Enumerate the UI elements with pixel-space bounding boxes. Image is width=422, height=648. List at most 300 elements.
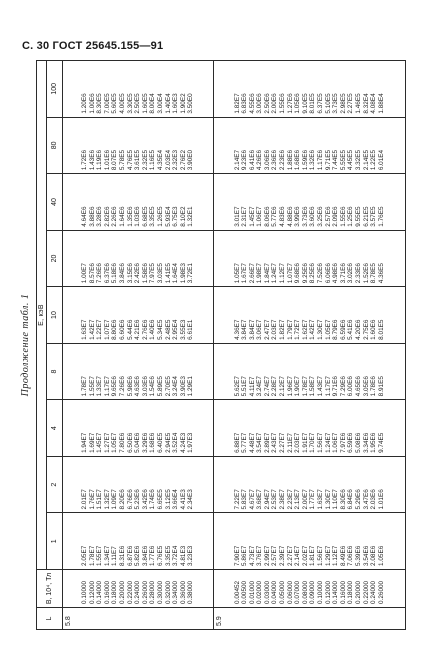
table-cell-value: 4.45E5 — [347, 149, 355, 171]
col-header-B: B, 10⁴, Тл — [37, 570, 63, 608]
table-cell-value: 4.08E4 — [370, 93, 378, 114]
table-cell-value: 0.14000 — [332, 580, 340, 604]
table-cell-value: 2.14E7 — [294, 545, 302, 566]
table-cell-value: 1.16E5 — [149, 149, 157, 171]
table-cell-value: 5.23E6 — [134, 489, 142, 510]
table-cell-value: 0.24000 — [134, 580, 142, 604]
table-cell-value: 0.22000 — [362, 580, 370, 604]
table-cell-value: 4.26E6 — [256, 149, 264, 171]
table-cell-value: 2.76E6 — [141, 319, 149, 340]
energy-value: 10 — [47, 287, 63, 344]
table-cell-value: 3.73E6 — [301, 206, 309, 227]
table-cell-value: 0.05000 — [279, 580, 287, 604]
table-cell-value: 0.10000 — [81, 580, 88, 604]
table-cell-value: 2.01E7 — [81, 489, 88, 510]
table-cell-value: 6.87E6 — [126, 545, 134, 566]
table-cell-value: 2.03E4 — [164, 149, 172, 171]
table-cell-value: 2.53E7 — [271, 489, 279, 510]
table-cell-value: 2.27E5 — [347, 93, 355, 114]
table-cell-value: 2.36E6 — [271, 149, 279, 171]
table-cell-value: 0.08000 — [301, 580, 309, 604]
table-cell-value: 2.42E6 — [134, 263, 142, 284]
table-cell-value: 1.90E7 — [294, 376, 302, 397]
table-cell-value: 1.98E3 — [179, 263, 187, 284]
table-cell-value: 1.30E7 — [324, 489, 332, 510]
table-cell-value: 4.81E3 — [179, 545, 187, 566]
table-cell-value: 6.59E6 — [339, 319, 347, 340]
table-cell-value: 3.66E4 — [172, 489, 180, 510]
table-cell-value: 6.65E5 — [156, 489, 164, 510]
table-cell-value: 1.68E6 — [294, 149, 302, 171]
table-cell-value: 3.32E5 — [355, 149, 363, 171]
table-cell-value: 3.01E7 — [233, 206, 241, 227]
table-cell-value: 1.32E1 — [187, 206, 195, 227]
table-cell-value: 1.59E6 — [301, 149, 309, 171]
table-cell-value: 2.76E2 — [179, 149, 187, 171]
table-block-L58 — [63, 61, 214, 630]
table-cell-value: 2.70E5 — [164, 376, 172, 397]
table-cell-value: 1.12E7 — [279, 263, 287, 284]
table-cell-value: 0.04000 — [271, 580, 279, 604]
flux-column — [63, 174, 214, 231]
table-cell-value: 4.24E3 — [179, 432, 187, 453]
rotated-table-area — [20, 60, 410, 630]
table-cell-value: 3.73E5 — [332, 93, 340, 114]
table-cell-value: 3.35E5 — [149, 206, 157, 227]
table-cell-value: 5.78E5 — [118, 149, 126, 171]
table-cell-value: 1.60E6 — [370, 319, 378, 340]
table-cell-value: 5.04E6 — [134, 432, 142, 453]
table-cell-value: 8.25E6 — [309, 263, 317, 284]
table-cell-value: 8.31E6 — [118, 545, 126, 566]
table-cell-value: 0.01000 — [248, 580, 256, 604]
table-cell-value: 9.71E6 — [332, 376, 340, 397]
L-value: 5.9 — [213, 608, 405, 630]
table-cell-value: 6.76E5 — [156, 545, 164, 566]
table-cell-value: 1.11E7 — [111, 546, 119, 566]
table-cell-value: 0.30000 — [156, 580, 164, 604]
table-cell-value: 1.58E7 — [309, 376, 317, 397]
table-cell-value: 4.98E6 — [332, 263, 340, 284]
table-cell-value: 1.10E7 — [332, 489, 340, 510]
table-cell-value: 3.57E5 — [370, 206, 378, 227]
table-cell-value: 4.73E7 — [248, 545, 256, 566]
table-cell-value: 8.91E5 — [377, 376, 385, 397]
table-cell-value: 5.41E6 — [347, 319, 355, 340]
table-cell-value: 1.25E6 — [347, 206, 355, 227]
flux-column — [63, 343, 214, 400]
table-cell-value: 1.29E1 — [187, 376, 195, 397]
table-cell-value: 8.06E6 — [263, 206, 271, 227]
table-cell-value: 6.84E6 — [347, 489, 355, 510]
table-cell-value: 2.75E6 — [362, 319, 370, 340]
table-cell-value: 1.77E6 — [149, 545, 157, 566]
flux-column — [63, 61, 214, 118]
table-cell-value: 5.55E5 — [339, 149, 347, 171]
table-cell-value: 0.20000 — [355, 580, 363, 604]
page-header: С. 30 ГОСТ 25645.155—91 — [22, 40, 164, 52]
table-cell-value: 8.80E6 — [111, 319, 119, 340]
table-cell-value: 4.36E5 — [377, 263, 385, 284]
table-cell-value: 1.94E7 — [81, 432, 88, 453]
table-cell-value: 1.64E4 — [172, 263, 180, 284]
table-cell-value: 2.57E6 — [324, 206, 332, 227]
table-cell-value: 5.89E5 — [156, 376, 164, 397]
table-cell-value: 7.26E6 — [96, 263, 104, 284]
table-cell-value: 7.29E6 — [339, 376, 347, 397]
energy-values-row — [47, 61, 63, 630]
table-cell-value: 2.27E7 — [279, 432, 287, 453]
table-cell-value: 5.82E6 — [134, 545, 142, 566]
table-cell-value: 2.00E7 — [301, 489, 309, 510]
table-cell-value: 3.00E4 — [156, 93, 164, 114]
table-cell-value: 4.36E7 — [233, 319, 241, 340]
table-cell-value: 5.77E6 — [271, 206, 279, 227]
table-cell-value: 2.47E7 — [263, 319, 271, 340]
table-cell-value: 6.60E6 — [118, 319, 126, 340]
table-cell-value: 1.32E7 — [103, 489, 111, 510]
table-cell-value: 3.84E6 — [118, 263, 126, 284]
table-cell-value: 0.10000 — [317, 580, 325, 604]
table-cell-value: 5.08E6 — [355, 432, 363, 453]
table-cell-value: 2.09E6 — [332, 206, 340, 227]
table-cell-value: 0.12000 — [324, 580, 332, 604]
table-cell-value: 3.25E6 — [317, 206, 325, 227]
table-cell-value: 9.25E6 — [301, 263, 309, 284]
table-cell-value: 2.89E7 — [263, 432, 271, 453]
table-cell-value: 5.39E6 — [355, 545, 363, 566]
table-cell-value: 8.30E6 — [339, 489, 347, 510]
table-cell-value: 5.98E6 — [126, 376, 134, 397]
table-cell-value: 1.42E7 — [309, 319, 317, 340]
table-cell-value: 4.63E6 — [134, 376, 142, 397]
table-cell-value: 1.05E6 — [377, 545, 385, 566]
table-cell-value: 2.02E7 — [301, 545, 309, 566]
table-cell-value: 6.37E6 — [103, 263, 111, 284]
table-cell-value: 7.80E6 — [118, 432, 126, 453]
table-cell-value: 6.01E4 — [377, 149, 385, 171]
table-cell-value: 2.94E7 — [263, 489, 271, 510]
table-cell-value: 2.03E7 — [271, 319, 279, 340]
energy-value: 20 — [47, 230, 63, 287]
table-cell-value: 1.07E7 — [286, 263, 294, 284]
B-column — [213, 570, 405, 608]
table-cell-value: 1.56E7 — [317, 545, 325, 566]
table-cell-value: 0.06000 — [286, 580, 294, 604]
table-cell-value: 3.24E4 — [172, 376, 180, 397]
table-cell-value: 3.03E5 — [156, 263, 164, 284]
table-cell-value: 0.12000 — [88, 580, 96, 604]
table-cell-value: 1.09E7 — [111, 489, 119, 510]
table-cell-value: 2.34E3 — [187, 489, 195, 510]
table-cell-value: 2.28E7 — [271, 376, 279, 397]
table-cell-value: 2.66E7 — [248, 263, 256, 284]
table-cell-value: 1.58E6 — [141, 263, 149, 284]
L-value: 5.8 — [63, 608, 214, 630]
table-cell-value: 1.96E7 — [286, 376, 294, 397]
table-cell-value: 3.84E7 — [248, 319, 256, 340]
table-cell-value: 1.91E7 — [301, 432, 309, 453]
table-cell-value: 0.32000 — [164, 580, 172, 604]
table-cell-value: 7.90E7 — [233, 545, 241, 566]
data-table — [36, 60, 406, 630]
table-cell-value: 5.62E7 — [233, 376, 241, 397]
table-cell-value: 4.48E7 — [248, 432, 256, 453]
table-cell-value: 4.83E6 — [279, 206, 287, 227]
table-cell-value: 4.00E5 — [118, 93, 126, 114]
table-cell-value: 1.17E7 — [324, 376, 332, 397]
table-cell-value: 2.32E5 — [141, 149, 149, 171]
table-cell-value: 3.90E3 — [179, 376, 187, 397]
table-cell-value: 2.23E7 — [286, 489, 294, 510]
table-cell-value: 5.51E7 — [241, 376, 249, 397]
table-cell-value: 1.82E7 — [233, 93, 241, 114]
table-cell-value: 3.72E4 — [172, 545, 180, 566]
table-cell-value: 2.38E7 — [279, 489, 287, 510]
flux-column — [213, 230, 405, 287]
table-cell-value: 1.52E6 — [362, 263, 370, 284]
table-cell-value: 3.50E0 — [187, 93, 195, 114]
flux-column — [213, 174, 405, 231]
table-cell-value: 0.07000 — [294, 580, 302, 604]
table-cell-value: 3.23E3 — [187, 545, 195, 566]
table-cell-value: 1.78E7 — [88, 545, 96, 566]
table-cell-value: 1.46E5 — [355, 93, 363, 114]
table-cell-value: 6.76E6 — [126, 489, 134, 510]
table-cell-value: 5.29E6 — [355, 489, 363, 510]
table-cell-value: 4.64E6 — [81, 206, 88, 227]
table-cell-value: 9.10E5 — [301, 93, 309, 114]
table-cell-value: 1.55E6 — [279, 93, 287, 114]
table-cell-value: 7.26E6 — [118, 376, 126, 397]
table-cell-value: 3.05E6 — [362, 376, 370, 397]
table-cell-value: 0.36000 — [179, 580, 187, 604]
table-cell-value: 3.88E6 — [88, 206, 96, 227]
table-cell-value: 2.14E7 — [233, 149, 241, 171]
table-cell-value: 2.98E5 — [339, 93, 347, 114]
table-cell-value: 2.74E7 — [263, 376, 271, 397]
table-cell-value: 6.75E3 — [172, 206, 180, 227]
col-header-energy: E, кэВ — [37, 61, 47, 570]
table-cell-value: 5.60E5 — [111, 93, 119, 114]
table-cell-value: 3.02E6 — [347, 263, 355, 284]
flux-column — [213, 456, 405, 513]
table-cell-value: 1.68E6 — [149, 432, 157, 453]
flux-column — [63, 287, 214, 344]
table-cell-value: 0.16000 — [103, 580, 111, 604]
flux-column — [63, 400, 214, 457]
table-cell-value: 4.41E3 — [179, 489, 187, 510]
table-cell-value: 7.22E7 — [233, 489, 241, 510]
table-cell-value: 2.82E6 — [103, 206, 111, 227]
table-cell-value: 1.74E6 — [149, 489, 157, 510]
table-cell-value: 1.29E7 — [324, 545, 332, 566]
flux-column — [213, 513, 405, 570]
table-cell-value: 1.41E5 — [164, 263, 172, 284]
table-block-L59 — [213, 61, 405, 630]
table-cell-value: 3.24E7 — [256, 376, 264, 397]
table-cell-value: 1.05E6 — [294, 93, 302, 114]
table-cell-value: 3.76E7 — [256, 545, 264, 566]
flux-column — [213, 61, 405, 118]
table-cell-value: 3.06E7 — [256, 319, 264, 340]
table-cell-value: 3.68E7 — [256, 489, 264, 510]
table-cell-value: 4.35E4 — [156, 149, 164, 171]
table-cell-value: 1.78E7 — [81, 376, 88, 397]
table-cell-value: 8.10E2 — [179, 206, 187, 227]
table-cell-value: 1.22E5 — [370, 149, 378, 171]
energy-value: 1 — [47, 513, 63, 570]
B-column — [63, 570, 214, 608]
table-cell-value: 2.00E6 — [271, 93, 279, 114]
energy-value: 100 — [47, 61, 63, 118]
table-cell-value: 1.55E7 — [88, 376, 96, 397]
table-cell-value: 1.95E6 — [370, 432, 378, 453]
table-cell-value: 6.61E1 — [187, 319, 195, 340]
table-cell-value: 1.60E3 — [172, 93, 180, 114]
table-cell-value: 1.07E7 — [103, 319, 111, 340]
table-cell-value: 1.78E7 — [301, 376, 309, 397]
table-cell-value: 1.69E7 — [88, 432, 96, 453]
table-cell-value: 4.65E6 — [355, 376, 363, 397]
table-cell-value: 0.09000 — [309, 580, 317, 604]
table-cell-value: 4.11E7 — [248, 376, 256, 397]
table-cell-value: 2.03E7 — [294, 432, 302, 453]
table-cell-value: 6.68E5 — [141, 206, 149, 227]
table-cell-value: 2.33E6 — [355, 263, 363, 284]
table-cell-value: 2.12E7 — [279, 376, 287, 397]
table-cell-value: 3.84E7 — [241, 319, 249, 340]
table-cell-value: 5.83E7 — [241, 489, 249, 510]
table-cell-value: 9.71E5 — [324, 149, 332, 171]
table-cell-value: 6.88E7 — [233, 432, 241, 453]
table-cell-value: 1.06E7 — [256, 206, 264, 227]
table-cell-value: 2.48E5 — [164, 319, 172, 340]
energy-value: 8 — [47, 343, 63, 400]
table-cell-value: 4.55E6 — [248, 93, 256, 114]
table-cell-value: 3.52E4 — [172, 432, 180, 453]
table-cell-value: 6.21E5 — [362, 206, 370, 227]
table-cell-value: 6.41E6 — [248, 149, 256, 171]
table-cell-value: 1.88E4 — [377, 93, 385, 114]
energy-value: 40 — [47, 174, 63, 231]
table-cell-value: 7.52E6 — [317, 263, 325, 284]
table-cell-value: 2.14E5 — [362, 149, 370, 171]
table-cell-value: 1.43E7 — [317, 376, 325, 397]
table-cell-value: 6.06E6 — [324, 263, 332, 284]
table-cell-value: 2.31E7 — [241, 206, 249, 227]
table-cell-value: 0.00452 — [233, 580, 241, 604]
table-cell-value: 3.71E6 — [339, 263, 347, 284]
table-cell-value: 1.72E6 — [81, 149, 88, 171]
table-cell-value: 1.56E7 — [317, 432, 325, 453]
table-cell-value: 3.54E7 — [256, 432, 264, 453]
table-cell-value: 2.39E7 — [279, 545, 287, 566]
table-cell-value: 3.60E6 — [309, 206, 317, 227]
table-cell-value: 3.47E6 — [362, 489, 370, 510]
table-cell-value: 8.79E6 — [332, 319, 340, 340]
table-cell-value: 9.68E6 — [294, 263, 302, 284]
table-cell-value: 2.23E6 — [279, 149, 287, 171]
table-cell-value: 6.00E6 — [347, 376, 355, 397]
table-cell-value: 1.72E7 — [294, 319, 302, 340]
table-cell-value: 2.11E7 — [286, 433, 294, 453]
table-cell-value: 1.77E7 — [309, 489, 317, 510]
table-cell-value: 3.54E6 — [362, 545, 370, 566]
table-cell-value: 3.00E6 — [256, 93, 264, 114]
table-cell-value: 1.22E7 — [96, 319, 104, 340]
table-cell-value: 2.50E6 — [263, 93, 271, 114]
table-cell-value: 2.43E7 — [271, 432, 279, 453]
table-cell-value: 1.12E7 — [332, 545, 340, 566]
table-cell-value: 1.98E7 — [256, 263, 264, 284]
table-cell-value: 2.08E6 — [370, 545, 378, 566]
table-cell-value: 6.37E5 — [317, 93, 325, 114]
table-cell-value: 0.02000 — [256, 580, 264, 604]
table-cell-value: 6.50E6 — [126, 432, 134, 453]
table-cell-value: 4.67E7 — [248, 489, 256, 510]
table-cell-value: 8.49E6 — [339, 545, 347, 566]
table-cell-value: 8.01E5 — [377, 319, 385, 340]
table-cell-value: 1.05E7 — [233, 263, 241, 284]
table-cell-value: 8.07E5 — [111, 149, 119, 171]
table-cell-value: 2.99E7 — [263, 545, 271, 566]
table-cell-value: 1.76E7 — [88, 489, 96, 510]
table-cell-value: 3.35E5 — [164, 545, 172, 566]
table-cell-value: 1.42E7 — [88, 319, 96, 340]
table-cell-value: 0.38000 — [187, 580, 195, 604]
flux-column — [63, 230, 214, 287]
table-cell-value: 1.01E6 — [377, 489, 385, 510]
table-cell-value: 1.55E6 — [339, 206, 347, 227]
table-cell-value: 3.90E0 — [187, 149, 195, 171]
table-cell-value: 3.84E6 — [141, 545, 149, 566]
table-cell-value: 3.15E6 — [126, 263, 134, 284]
table-cell-value: 1.17E6 — [317, 149, 325, 171]
energy-value: 80 — [47, 117, 63, 174]
table-cell-value: 6.59E6 — [347, 432, 355, 453]
flux-column — [213, 287, 405, 344]
table-cell-value: 5.44E6 — [126, 319, 134, 340]
table-cell-value: 3.99E6 — [294, 206, 302, 227]
table-cell-value: 1.45E7 — [96, 432, 104, 453]
table-cell-value: 0.22000 — [126, 580, 134, 604]
table-cell-value: 1.76E5 — [377, 206, 385, 227]
col-header-L: L — [37, 608, 63, 630]
energy-value: 4 — [47, 400, 63, 457]
table-cell-value: 2.95E4 — [172, 319, 180, 340]
table-cell-value: 0.16000 — [339, 580, 347, 604]
table-cell-value: 0.14000 — [96, 580, 104, 604]
table-cell-value: 1.45E7 — [248, 206, 256, 227]
table-cell-value: 4.20E6 — [355, 319, 363, 340]
table-cell-value: 1.62E7 — [301, 319, 309, 340]
table-cell-value: 1.81E7 — [309, 545, 317, 566]
table-cell-value: 8.78E5 — [370, 263, 378, 284]
table-cell-value: 1.84E7 — [263, 263, 271, 284]
table-cell-value: 8.00E4 — [149, 93, 157, 114]
table-cell-value: 1.17E7 — [103, 376, 111, 397]
table-cell-value: 1.88E6 — [286, 149, 294, 171]
flux-column — [63, 117, 214, 174]
table-cell-value: 6.40E5 — [156, 432, 164, 453]
table-cell-value: 9.65E6 — [111, 376, 119, 397]
table-cell-value: 0.34000 — [172, 580, 180, 604]
flux-column — [213, 117, 405, 174]
energy-value: 2 — [47, 456, 63, 513]
table-cell-value: 1.00E6 — [88, 93, 96, 114]
table-cell-value: 3.42E6 — [141, 489, 149, 510]
